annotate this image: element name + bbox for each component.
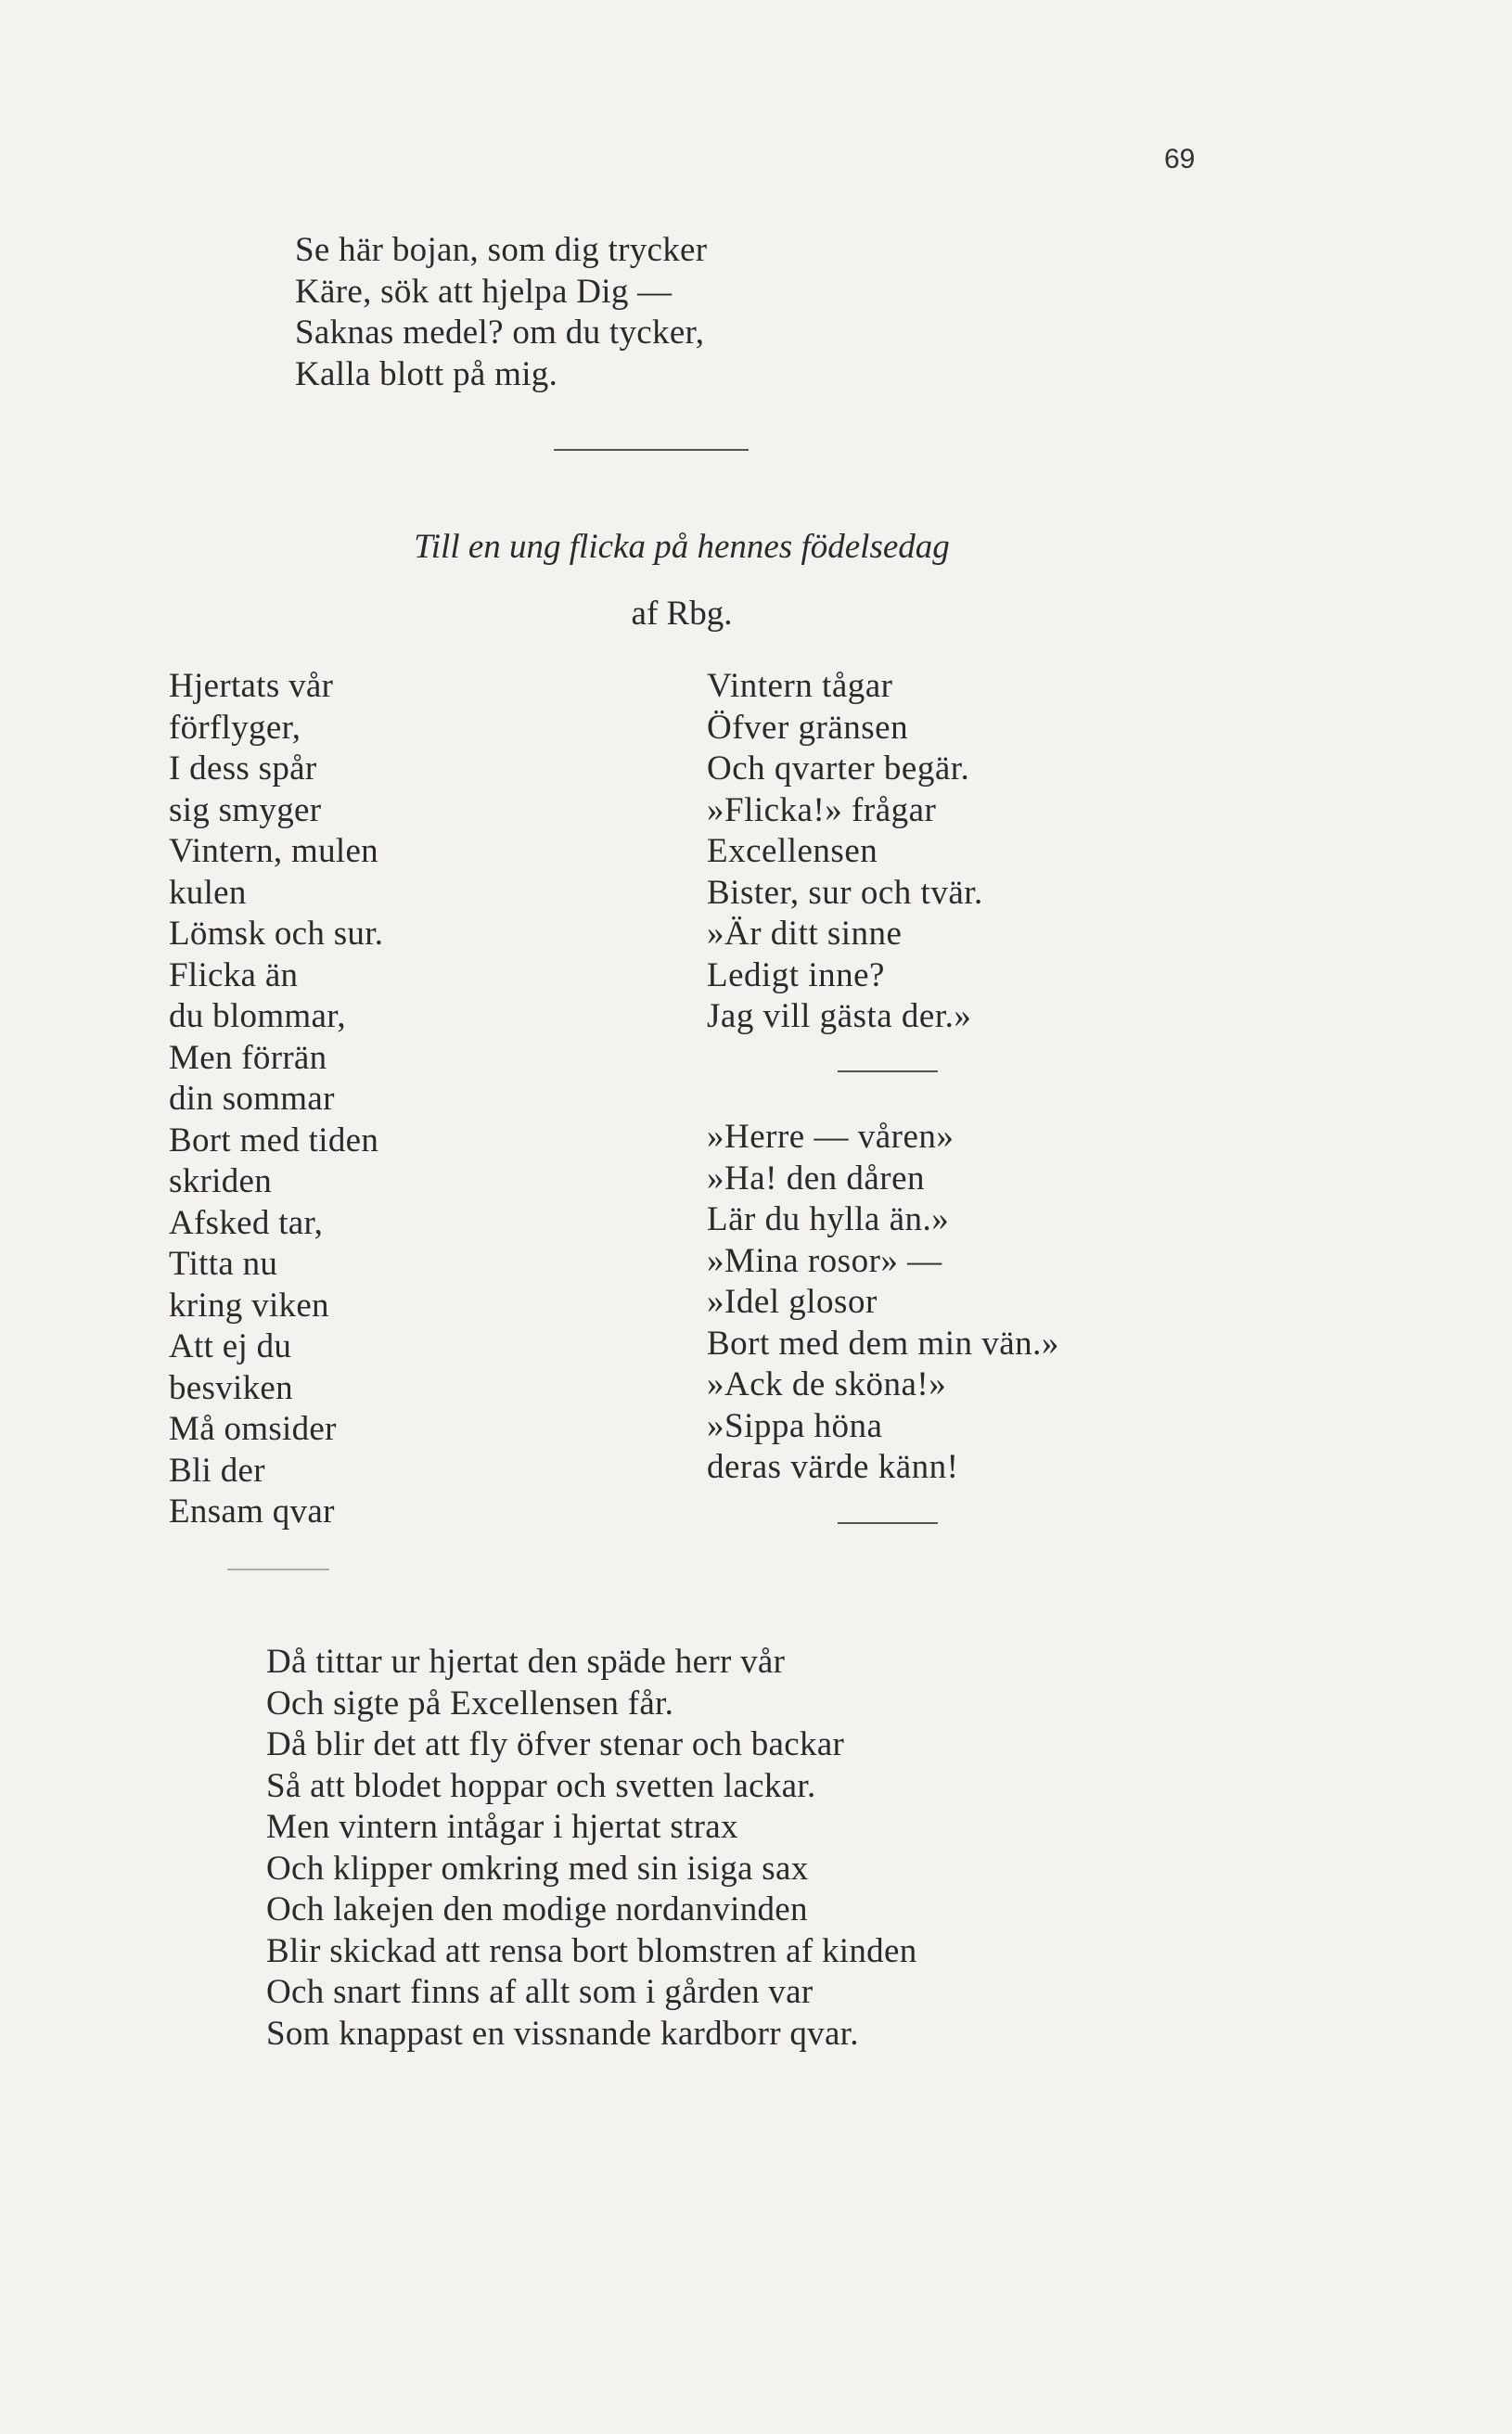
- verse-line: Lär du hylla än.»: [707, 1200, 950, 1238]
- page-number: 69: [1164, 144, 1196, 174]
- verse-line: I dess spår: [169, 749, 317, 788]
- verse-line: Må omsider: [169, 1410, 337, 1448]
- verse-line: Kalla blott på mig.: [295, 354, 558, 393]
- verse-line: kring viken: [169, 1286, 329, 1325]
- verse-line: Jag vill gästa der.»: [707, 997, 972, 1035]
- verse-line: Lömsk och sur.: [169, 915, 384, 953]
- poem-right-column-second: [707, 1117, 1059, 1489]
- stanza-divider: [838, 1522, 938, 1524]
- poem-byline: af Rbg.: [631, 595, 733, 633]
- verse-line: Ledigt inne?: [707, 955, 885, 994]
- verse-line: Och lakejen den modige nordanvinden: [266, 1890, 808, 1928]
- verse-line: »Mina rosor» —: [707, 1241, 942, 1280]
- verse-line: Att ej du: [169, 1327, 292, 1365]
- section-divider: [227, 1569, 329, 1570]
- verse-line: Men vintern intågar i hjertat strax: [266, 1808, 738, 1846]
- verse-line: Bort med tiden: [169, 1121, 379, 1159]
- verse-line: »Ha! den dåren: [707, 1159, 926, 1198]
- verse-line: förflyger,: [169, 708, 301, 747]
- verse-line: kulen: [169, 873, 247, 912]
- closing-stanza: [266, 1642, 917, 2055]
- verse-line: Vintern tågar: [707, 667, 893, 705]
- verse-line: Och sigte på Excellensen får.: [266, 1684, 674, 1723]
- verse-line: Afsked tar,: [169, 1203, 324, 1242]
- verse-line: Hjertats vår: [169, 667, 334, 705]
- verse-line: sig smyger: [169, 790, 322, 829]
- verse-line: Och klipper omkring med sin isiga sax: [266, 1849, 809, 1888]
- verse-line: deras värde känn!: [707, 1448, 959, 1486]
- verse-line: »Ack de sköna!»: [707, 1365, 947, 1403]
- verse-line: Vintern, mulen: [169, 832, 378, 870]
- verse-line: Men förrän: [169, 1038, 327, 1077]
- verse-line: »Herre — våren»: [707, 1118, 955, 1156]
- verse-line: Saknas medel? om du tycker,: [295, 314, 705, 352]
- verse-line: Käre, sök att hjelpa Dig —: [295, 272, 673, 311]
- opening-stanza: [295, 230, 707, 395]
- verse-line: Och snart finns af allt som i gården var: [266, 1973, 814, 2011]
- verse-line: Blir skickad att rensa bort blomstren af kinden: [266, 1931, 917, 1970]
- verse-line: Ensam qvar: [169, 1492, 335, 1531]
- verse-line: »Flicka!» frågar: [707, 790, 937, 829]
- verse-line: Bort med dem min vän.»: [707, 1324, 1059, 1363]
- verse-line: Då tittar ur hjertat den späde herr vår: [266, 1643, 786, 1681]
- verse-line: Bli der: [169, 1451, 265, 1490]
- verse-line: du blommar,: [169, 997, 346, 1035]
- verse-line: »Idel glosor: [707, 1283, 878, 1321]
- verse-line: Titta nu: [169, 1245, 278, 1283]
- verse-line: »Sippa höna: [707, 1406, 883, 1445]
- verse-line: Och qvarter begär.: [707, 749, 970, 788]
- verse-line: Excellensen: [707, 832, 878, 870]
- verse-line: din sommar: [169, 1080, 335, 1118]
- verse-line: Så att blodet hoppar och svetten lackar.: [266, 1766, 816, 1805]
- verse-line: Då blir det att fly öfver stenar och backar: [266, 1725, 845, 1763]
- poem-left-column: [169, 666, 383, 1533]
- verse-line: Öfver gränsen: [707, 708, 909, 747]
- verse-line: Bister, sur och tvär.: [707, 873, 983, 912]
- verse-line: Se här bojan, som dig trycker: [295, 231, 708, 269]
- verse-line: Flicka än: [169, 955, 299, 994]
- verse-line: Som knappast en vissnande kardborr qvar.: [266, 2014, 859, 2053]
- poem-right-column-first: [707, 666, 983, 1038]
- verse-line: besviken: [169, 1368, 293, 1407]
- stanza-divider: [838, 1070, 938, 1072]
- verse-line: »Är ditt sinne: [707, 915, 903, 953]
- verse-line: skriden: [169, 1162, 273, 1200]
- section-divider: [554, 449, 749, 451]
- poem-title: Till en ung flicka på hennes födelsedag: [414, 528, 950, 566]
